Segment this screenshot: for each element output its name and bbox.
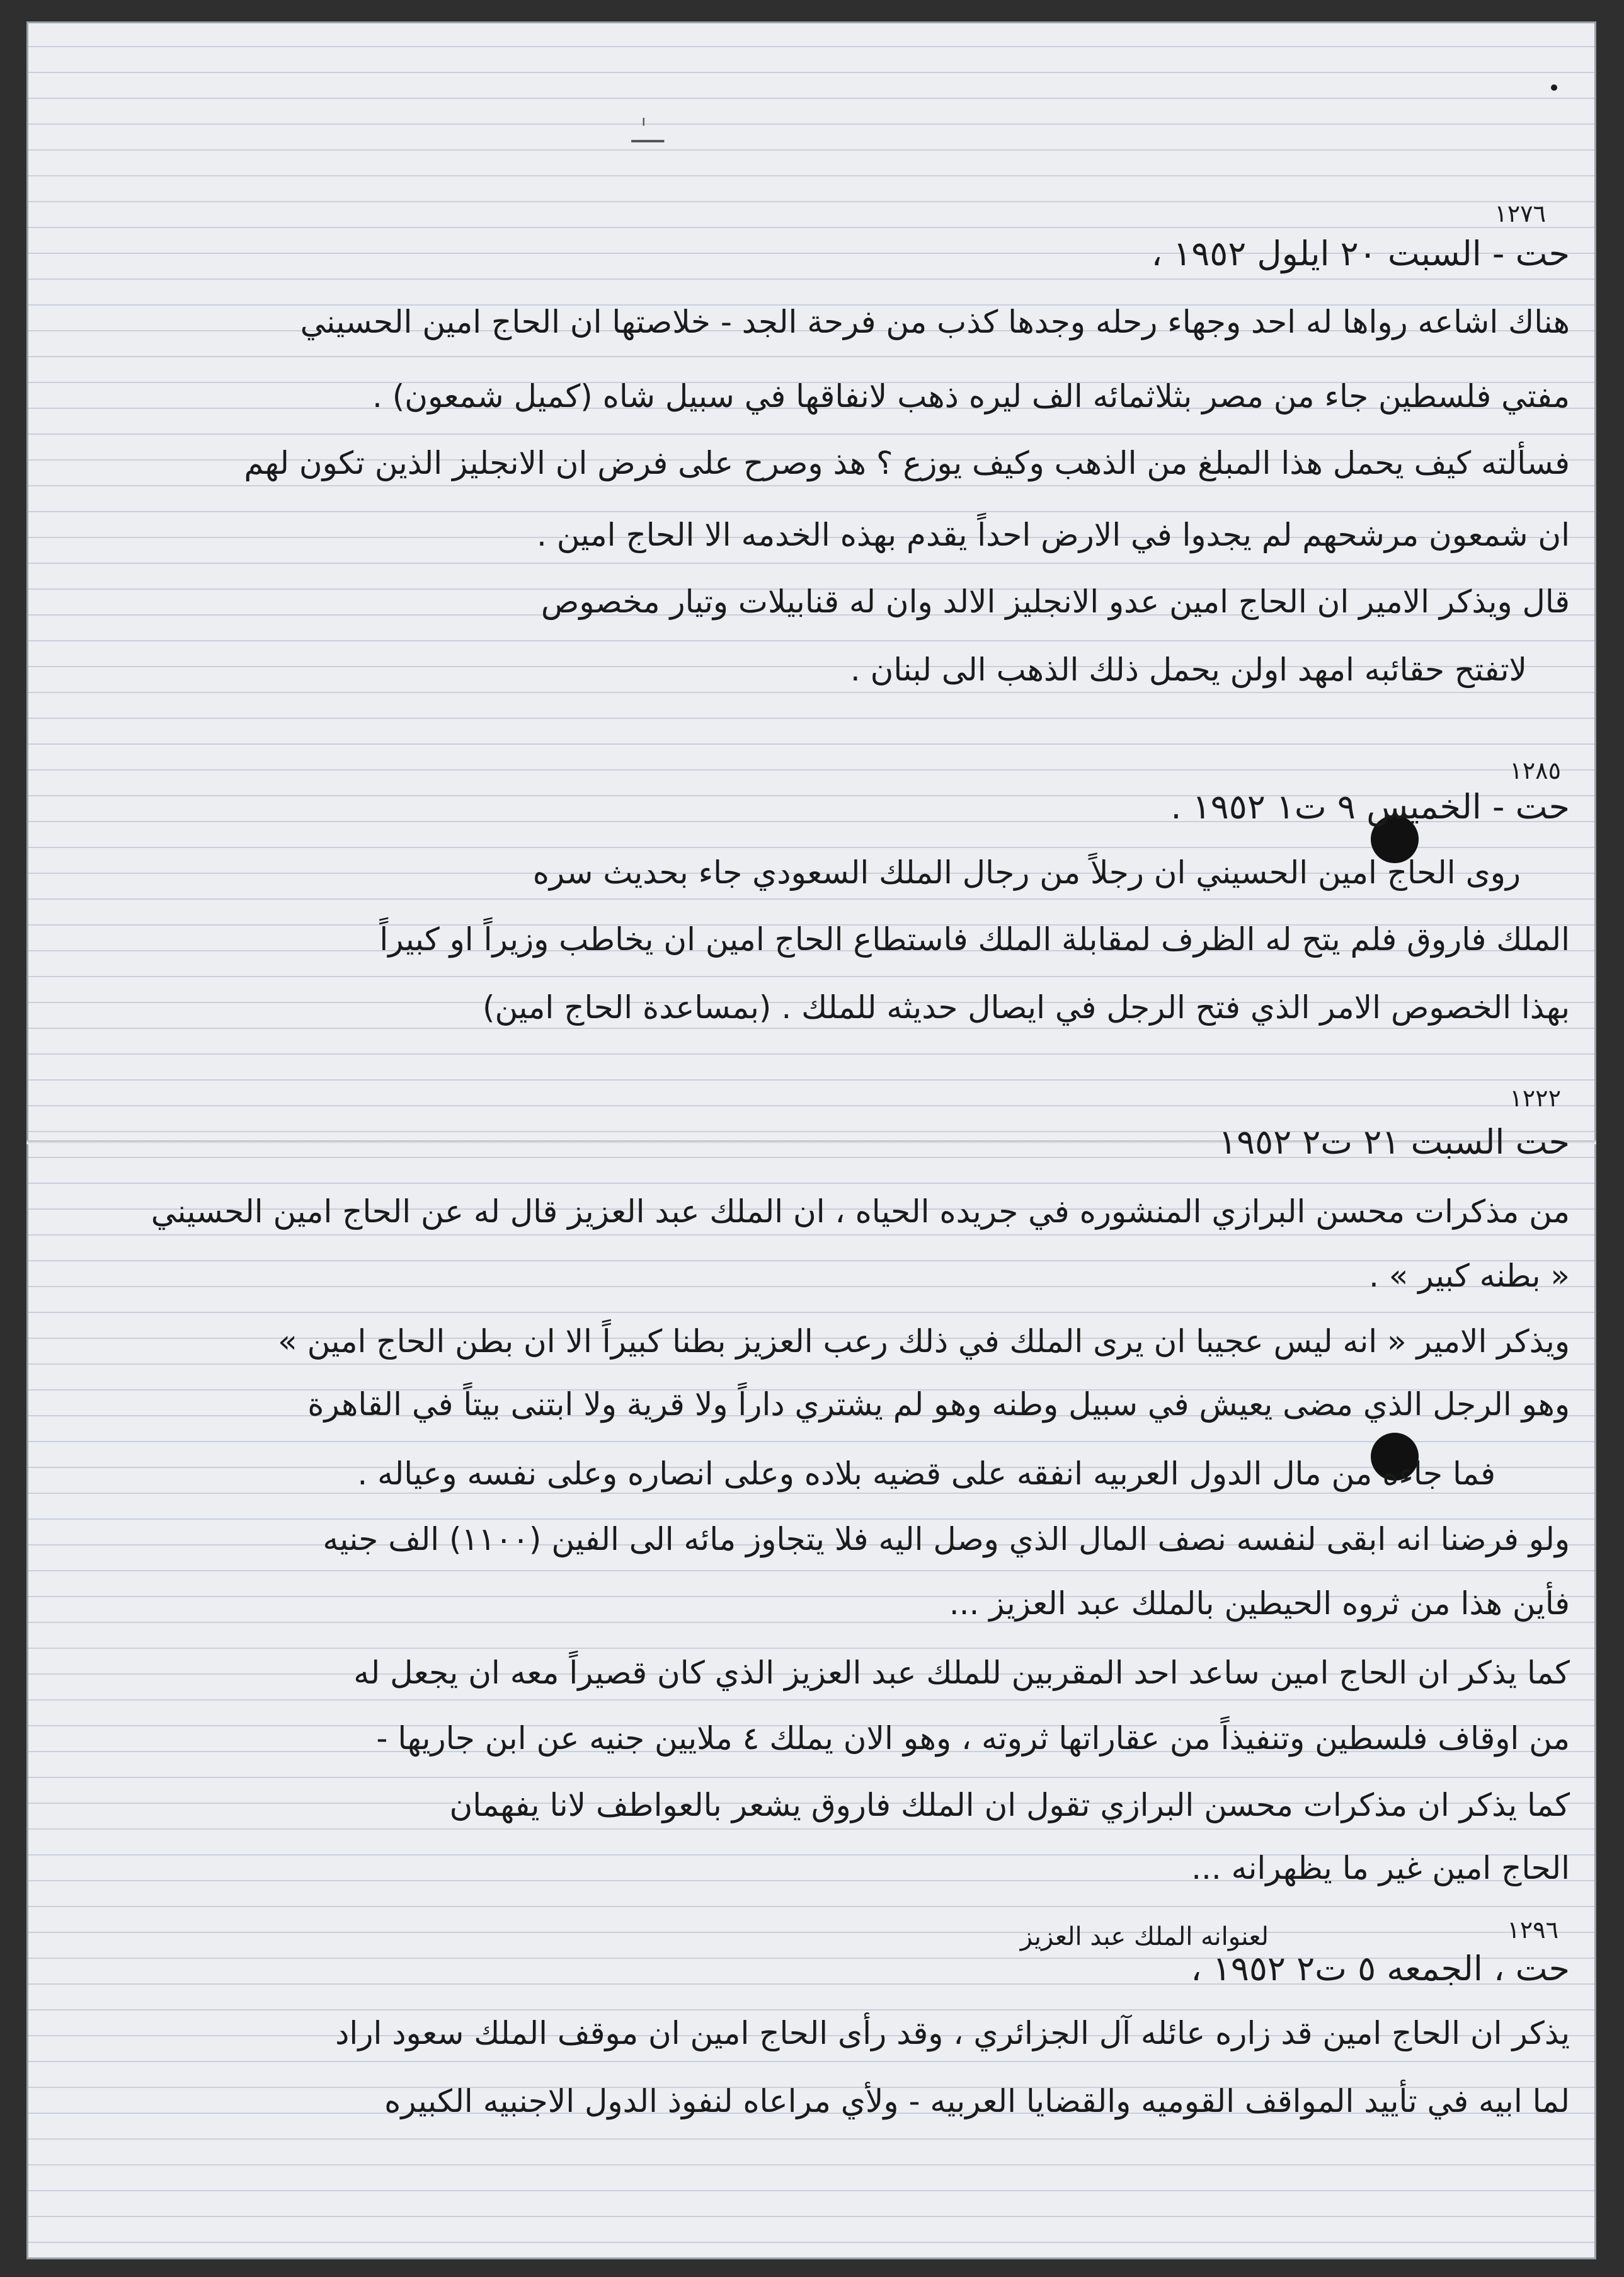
- entry-ref-number: ١٢٧٦: [1494, 200, 1546, 227]
- letter-page: [26, 21, 1596, 2259]
- entry-line: قال ويذكر الامير ان الحاج امين عدو الانجليز الالد وان له قنابيلات وتيار مخصوص: [540, 583, 1570, 620]
- entry-line: بهذا الخصوص الامر الذي فتح الرجل في ايصال حديثه للملك . (بمساعدة الحاج امين): [482, 989, 1570, 1026]
- entry-heading: حت - الخميس ٩ ت١ ١٩٥٢ .: [1170, 787, 1570, 827]
- entry-line: روى الحاج امين الحسيني ان رجلاً من رجال الملك السعودي جاء بحديث سره: [532, 854, 1521, 891]
- entry-line: الحاج امين غير ما يظهرانه ...: [1191, 1850, 1570, 1886]
- entry-line: فأين هذا من ثروه الحيطين بالملك عبد العزيز ...: [949, 1585, 1570, 1622]
- entry-subnote: لعنوانه الملك عبد العزيز: [1020, 1922, 1269, 1951]
- entry-line: يذكر ان الحاج امين قد زاره عائله آل الجزائري ، وقد رأى الحاج امين ان موقف الملك سعود اراد: [335, 2015, 1570, 2051]
- entry-line: من اوقاف فلسطين وتنفيذاً من عقاراتها ثروته ، وهو الان يملك ٤ ملايين جنيه عن ابن جاريها -: [376, 1720, 1570, 1757]
- entry-line: وهو الرجل الذي مضى يعيش في سبيل وطنه وهو لم يشتري داراً ولا قرية ولا ابتنى بيتاً في القاهرة: [307, 1386, 1570, 1423]
- entry-heading: حت - السبت ٢٠ ايلول ١٩٥٢ ،: [1151, 234, 1570, 273]
- entry-line: لما ابيه في تأييد المواقف القوميه والقضايا العربيه - ولأي مراعاه لنفوذ الدول الاجنبيه الكبيره: [384, 2083, 1570, 2119]
- entry-heading: حت السبت ٢١ ت٢ ١٩٥٢: [1218, 1122, 1570, 1162]
- entry-ref-number: ١٢٨٥: [1509, 757, 1561, 784]
- entry-heading: حت ، الجمعه ٥ ت٢ ١٩٥٢ ،: [1191, 1949, 1570, 1988]
- entry-line: هناك اشاعه رواها له احد وجهاء رحله وجدها كذب من فرحة الجد - خلاصتها ان الحاج امين الحسيني: [300, 304, 1570, 340]
- entry-line: ويذكر الامير « انه ليس عجيبا ان يرى الملك في ذلك رعب العزيز بطنا كبيراً الا ان بطن الحاج امين »: [278, 1323, 1570, 1360]
- entry-ref-number: ١٢٩٦: [1507, 1916, 1558, 1944]
- entry-ref-number: ١٢٢٢: [1509, 1084, 1561, 1112]
- entry-line: ولو فرضنا انه ابقى لنفسه نصف المال الذي وصل اليه فلا يتجاوز مائه الى الفين (١١٠٠) الف جنيه: [323, 1521, 1570, 1557]
- entry-line: الملك فاروق فلم يتح له الظرف لمقابلة الملك فاستطاع الحاج امين ان يخاطب وزيراً او كبيراً: [379, 921, 1570, 958]
- entry-line: فما جاءه من مال الدول العربيه انفقه على قضيه بلاده وعلى انصاره وعلى نفسه وعياله .: [357, 1455, 1495, 1492]
- entry-line: كما يذكر ان مذكرات محسن البرازي تقول ان الملك فاروق يشعر بالعواطف لانا يفهمان: [449, 1787, 1570, 1823]
- ink-dot: [1551, 84, 1557, 91]
- entry-line: فسألته كيف يحمل هذا المبلغ من الذهب وكيف يوزع ؟ هذ وصرح على فرض ان الانجليز الذين تكون لهم: [244, 445, 1570, 481]
- entry-line: من مذكرات محسن البرازي المنشوره في جريده الحياه ، ان الملك عبد العزيز قال له عن الحاج امين الحسيني: [151, 1193, 1570, 1230]
- entry-line: ان شمعون مرشحهم لم يجدوا في الارض احداً يقدم بهذه الخدمه الا الحاج امين .: [536, 517, 1570, 553]
- entry-line: « بطنه كبير » .: [1368, 1258, 1570, 1294]
- top-mark: ـــٰـ: [631, 117, 664, 149]
- entry-line: مفتي فلسطين جاء من مصر بثلاثمائه الف ليره ذهب لانفاقها في سبيل شاه (كميل شمعون) .: [372, 378, 1570, 415]
- entry-line: لاتفتح حقائبه امهد اولن يحمل ذلك الذهب الى لبنان .: [850, 651, 1527, 688]
- entry-line: كما يذكر ان الحاج امين ساعد احد المقربين للملك عبد العزيز الذي كان قصيراً معه ان يجعل له: [353, 1655, 1570, 1691]
